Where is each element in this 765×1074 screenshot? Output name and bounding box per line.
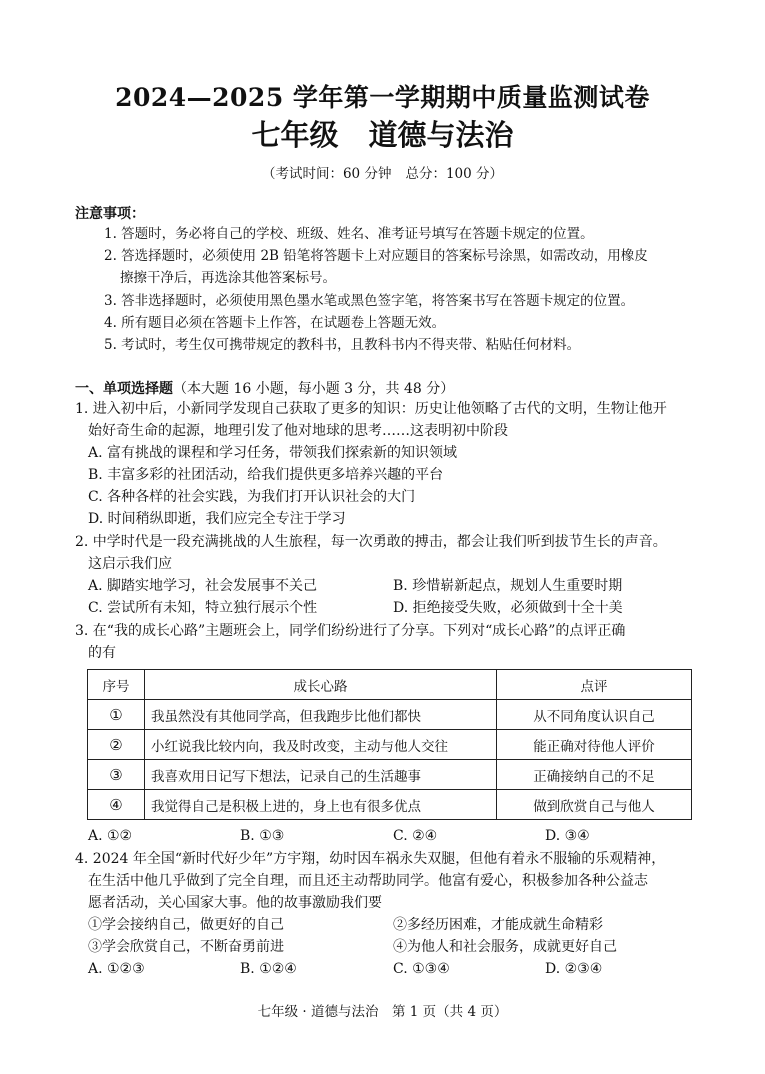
table-row — [88, 760, 692, 790]
row-comment: 能正确对待他人评价 — [497, 730, 692, 760]
notice-item-continued: 擦擦干净后，再选涂其他答案标号。 — [120, 270, 336, 286]
question-4-statement-1: ①学会接纳自己，做更好的自己 — [88, 917, 284, 933]
question-3-stem-cont: 的有 — [88, 645, 116, 661]
section-title: 一、单项选择题 — [75, 381, 173, 397]
question-4-option-a: A. ①②③ — [88, 961, 145, 977]
grade-label: 七年级 — [251, 118, 339, 152]
question-2-option-a: A. 脚踏实地学习，社会发展事不关己 — [88, 578, 318, 594]
question-3-option-b: B. ①③ — [240, 828, 285, 844]
table-header-comment: 点评 — [497, 670, 692, 700]
question-1-option-d: D. 时间稍纵即逝，我们应完全专注于学习 — [88, 511, 346, 527]
notice-item: 2. 答选择题时，必须使用 2B 铅笔将答题卡上对应题目的答案标号涂黑，如需改动，用橡皮 — [104, 248, 648, 264]
exam-title: 2024—2025 学年第一学期期中质量监测试卷 — [115, 83, 650, 112]
question-2-stem-cont: 这启示我们应 — [88, 556, 172, 572]
question-4-statement-3: ③学会欣赏自己，不断奋勇前进 — [88, 939, 284, 955]
question-1-option-b: B. 丰富多彩的社团活动，给我们提供更多培养兴趣的平台 — [88, 467, 444, 483]
notice-item: 1. 答题时，务必将自己的学校、班级、姓名、准考证号填写在答题卡规定的位置。 — [104, 226, 594, 242]
question-1-stem: 1. 进入初中后，小新同学发现自己获取了更多的知识：历史让他领略了古代的文明，生物让他开 — [75, 401, 667, 417]
row-comment: 做到欣赏自己与他人 — [497, 790, 692, 820]
exam-info — [0, 162, 765, 182]
row-path: 我虽然没有其他同学高，但我跑步比他们都快 — [145, 700, 497, 730]
question-4-option-b: B. ①②④ — [240, 961, 297, 977]
question-4-statement-2: ②多经历困难，才能成就生命精彩 — [393, 917, 603, 933]
table-row — [88, 700, 692, 730]
question-4-option-d: D. ②③④ — [545, 961, 603, 977]
question-2-option-b: B. 珍惜崭新起点，规划人生重要时期 — [393, 578, 623, 594]
exam-total-score: 总分：100 分） — [405, 166, 504, 182]
question-3-option-a: A. ①② — [88, 828, 133, 844]
row-num: ④ — [88, 790, 145, 820]
question-4-statement-4: ④为他人和社会服务，成就更好自己 — [393, 939, 617, 955]
question-1-stem-cont: 始好奇生命的起源，地理引发了他对地球的思考……这表明初中阶段 — [88, 423, 508, 439]
notice-item: 3. 答非选择题时，必须使用黑色墨水笔或黑色签字笔，将答案书写在答题卡规定的位置。 — [104, 293, 635, 309]
table-header-num: 序号 — [88, 670, 145, 700]
exam-time: （考试时间：60 分钟 — [261, 166, 392, 182]
question-4-option-c: C. ①③④ — [393, 961, 450, 977]
notice-item: 4. 所有题目必须在答题卡上作答，在试题卷上答题无效。 — [104, 315, 446, 331]
row-path: 我觉得自己是积极上进的，身上也有很多优点 — [145, 790, 497, 820]
table-header-path: 成长心路 — [145, 670, 497, 700]
table-row — [88, 730, 692, 760]
question-3-option-c: C. ②④ — [393, 828, 438, 844]
row-path: 小红说我比较内向，我及时改变，主动与他人交往 — [145, 730, 497, 760]
question-4-stem-cont: 在生活中他几乎做到了完全自理，而且还主动帮助同学。他富有爱心，积极参加各种公益志 — [88, 873, 648, 889]
question-2-option-c: C. 尝试所有未知，特立独行展示个性 — [88, 600, 318, 616]
table-header-row — [88, 670, 692, 700]
exam-subject-title — [0, 113, 765, 154]
row-path: 我喜欢用日记写下想法，记录自己的生活趣事 — [145, 760, 497, 790]
notice-item: 5. 考试时，考生仅可携带规定的教科书，且教科书内不得夹带、粘贴任何材料。 — [104, 337, 581, 353]
row-comment: 正确接纳自己的不足 — [497, 760, 692, 790]
row-num: ② — [88, 730, 145, 760]
question-3-stem: 3. 在“我的成长心路”主题班会上，同学们纷纷进行了分享。下列对“成长心路”的点评正确 — [75, 623, 626, 639]
table-row — [88, 790, 692, 820]
question-4-stem: 4. 2024 年全国“新时代好少年”方宇翔，幼时因车祸永失双腿，但他有着永不服输的乐观精神， — [75, 851, 666, 867]
row-num: ① — [88, 700, 145, 730]
question-3-option-d: D. ③④ — [545, 828, 590, 844]
question-2-stem: 2. 中学时代是一段充满挑战的人生旅程，每一次勇敢的搏击，都会让我们听到拔节生长的声音。 — [75, 534, 667, 550]
section-desc: （本大题 16 小题，每小题 3 分，共 48 分） — [173, 381, 455, 397]
row-comment: 从不同角度认识自己 — [497, 700, 692, 730]
question-2-option-d: D. 拒绝接受失败，必须做到十全十美 — [393, 600, 623, 616]
notice-heading: 注意事项： — [75, 206, 145, 222]
question-1-option-c: C. 各种各样的社会实践，为我们打开认识社会的大门 — [88, 489, 416, 505]
question-4-stem-cont: 愿者活动，关心国家大事。他的故事激励我们要 — [88, 895, 382, 911]
section-heading — [75, 378, 454, 398]
page-footer: 七年级 · 道德与法治 第 1 页（共 4 页） — [257, 1004, 508, 1020]
growth-table — [87, 669, 692, 820]
row-num: ③ — [88, 760, 145, 790]
question-1-option-a: A. 富有挑战的课程和学习任务，带领我们探索新的知识领域 — [88, 445, 458, 461]
subject-label: 道德与法治 — [368, 118, 514, 152]
